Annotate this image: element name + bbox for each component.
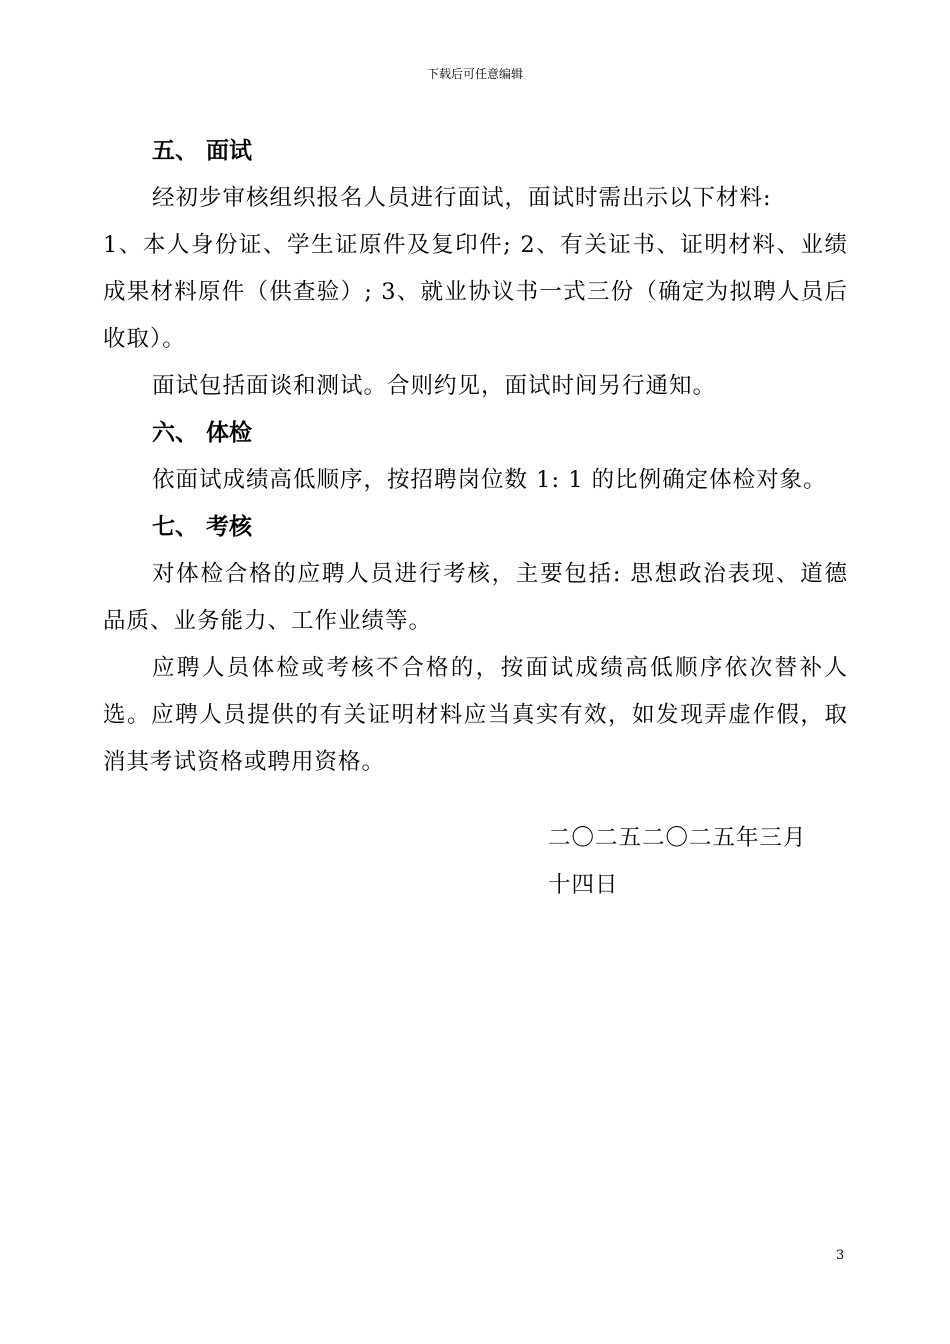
document-body	[103, 128, 848, 786]
section-heading-physical-exam: 六、 体检	[152, 420, 253, 446]
page-number: 3	[836, 1248, 845, 1263]
signature-date-line-2: 十四日	[548, 872, 619, 898]
physical-exam-paragraph: 依面试成绩高低顺序，按招聘岗位数 1: 1 的比例确定体检对象。	[152, 467, 827, 493]
interview-paragraph-intro: 经初步审核组织报名人员进行面试，面试时需出示以下材料:	[152, 185, 772, 211]
signature-date-line-1: 二〇二五二〇二五年三月	[548, 825, 807, 851]
interview-paragraph-format: 面试包括面谈和测试。合则约见，面试时间另行通知。	[152, 373, 717, 399]
section-heading-interview: 五、 面试	[152, 138, 253, 164]
page-header-note: 下载后可任意编辑	[426, 67, 523, 81]
section-heading-assessment: 七、 考核	[152, 514, 253, 540]
signature-date	[548, 815, 850, 909]
assessment-paragraph-replacement: 应聘人员体检或考核不合格的，按面试成绩高低顺序依次替补人选。应聘人员提供的有关证明材料应当真实有效，如发现弄虚作假，取消其考试资格或聘用资格。	[103, 655, 848, 775]
assessment-paragraph-scope: 对体检合格的应聘人员进行考核，主要包括: 思想政治表现、道德品质、业务能力、工作业绩等。	[103, 561, 848, 634]
interview-paragraph-materials: 1、本人身份证、学生证原件及复印件; 2、有关证书、证明材料、业绩成果材料原件（供查验）; 3、就业协议书一式三份（确定为拟聘人员后收取）。	[103, 232, 848, 352]
